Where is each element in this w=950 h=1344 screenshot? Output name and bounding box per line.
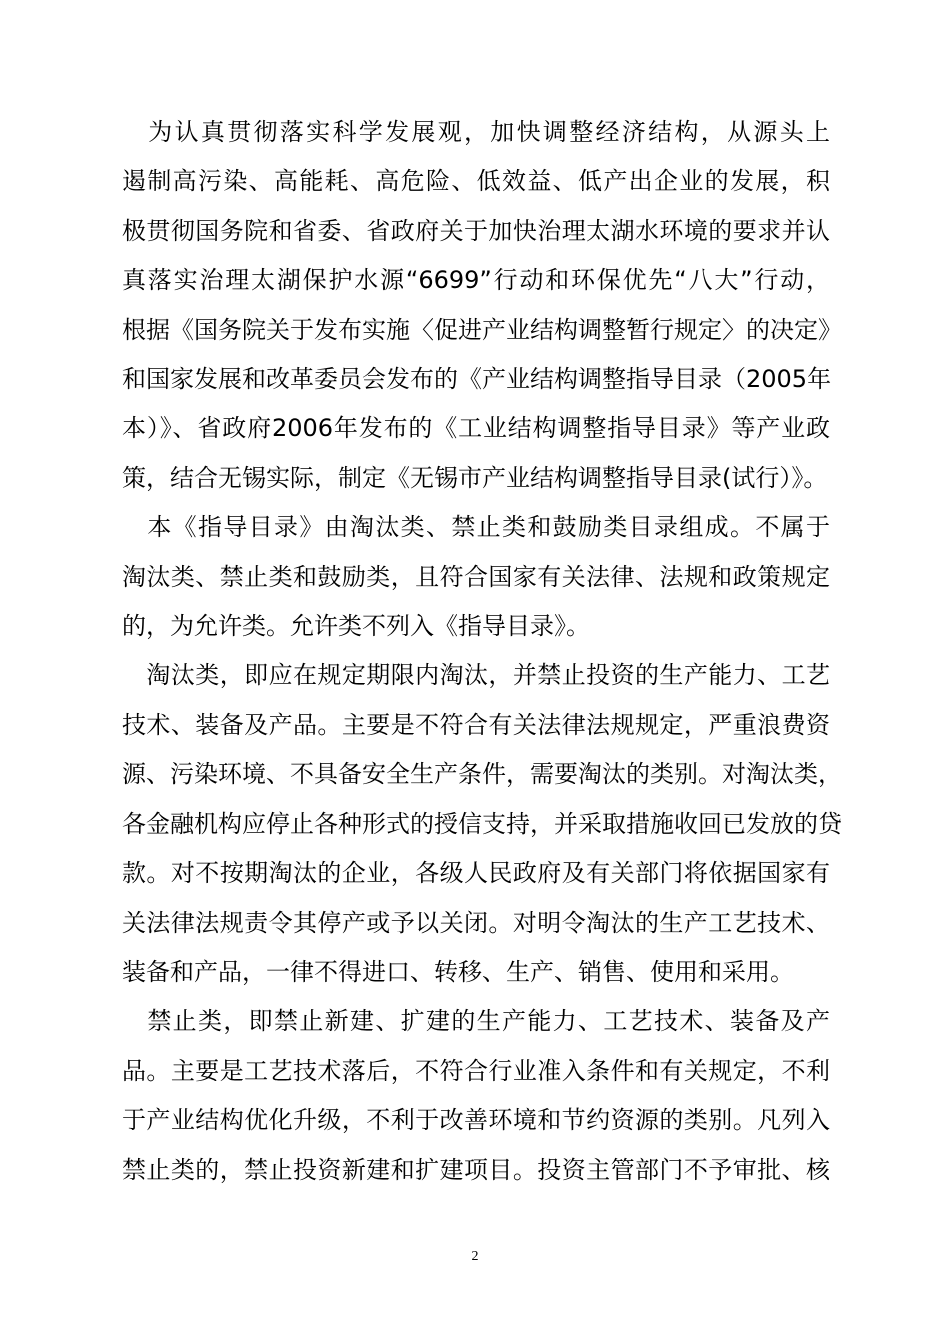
text-line: 各金融机构应停止各种形式的授信支持，并采取措施收回已发放的贷: [122, 809, 842, 838]
text-line: 装备和产品，一律不得进口、转移、生产、销售、使用和采用。: [122, 957, 794, 986]
paragraph-elimination-category: [122, 651, 842, 997]
paragraph-prohibited-category: [122, 997, 830, 1195]
text-line: 策，结合无锡实际，制定《无锡市产业结构调整指导目录(试行）》。: [122, 463, 828, 492]
text-line: 源、污染环境、不具备安全生产条件，需要淘汰的类别。对淘汰类，: [122, 760, 842, 789]
text-line: 本《指导目录》由淘汰类、禁止类和鼓励类目录组成。不属于: [122, 513, 830, 542]
text-line: 遏制高污染、高能耗、高危险、低效益、低产出企业的发展，积: [122, 167, 830, 196]
text-line: 本）》、省政府2006年发布的《工业结构调整指导目录》等产业政: [122, 414, 830, 443]
text-line: 禁止类，即禁止新建、扩建的生产能力、工艺技术、装备及产: [122, 1007, 830, 1036]
text-line: 关法律法规责令其停产或予以关闭。对明令淘汰的生产工艺技术、: [122, 908, 830, 937]
text-line: 极贯彻国务院和省委、省政府关于加快治理太湖水环境的要求并认: [122, 216, 830, 245]
paragraph-intro: [122, 108, 842, 503]
text-line: 根据《国务院关于发布实施〈促进产业结构调整暂行规定〉的决定》: [122, 315, 842, 344]
paragraph-catalog-composition: [122, 503, 830, 651]
text-line: 的，为允许类。允许类不列入《指导目录》。: [122, 612, 590, 641]
text-line: 真落实治理太湖保护水源“6699”行动和环保优先“八大”行动，: [122, 266, 830, 295]
page-number: 2: [471, 1249, 479, 1264]
text-line: 为认真贯彻落实科学发展观，加快调整经济结构，从源头上: [122, 118, 830, 146]
text-line: 禁止类的，禁止投资新建和扩建项目。投资主管部门不予审批、核: [122, 1155, 830, 1184]
text-line: 于产业结构优化升级，不利于改善环境和节约资源的类别。凡列入: [122, 1106, 830, 1135]
text-line: 淘汰类，即应在规定期限内淘汰，并禁止投资的生产能力、工艺: [122, 661, 830, 690]
text-line: 品。主要是工艺技术落后，不符合行业准入条件和有关规定，不利: [122, 1056, 830, 1085]
text-line: 和国家发展和改革委员会发布的《产业结构调整指导目录（2005年: [122, 365, 832, 394]
text-line: 淘汰类、禁止类和鼓励类，且符合国家有关法律、法规和政策规定: [122, 562, 830, 591]
document-body: [122, 108, 842, 1195]
text-line: 款。对不按期淘汰的企业，各级人民政府及有关部门将依据国家有: [122, 859, 830, 888]
text-line: 技术、装备及产品。主要是不符合有关法律法规规定，严重浪费资: [122, 710, 830, 739]
